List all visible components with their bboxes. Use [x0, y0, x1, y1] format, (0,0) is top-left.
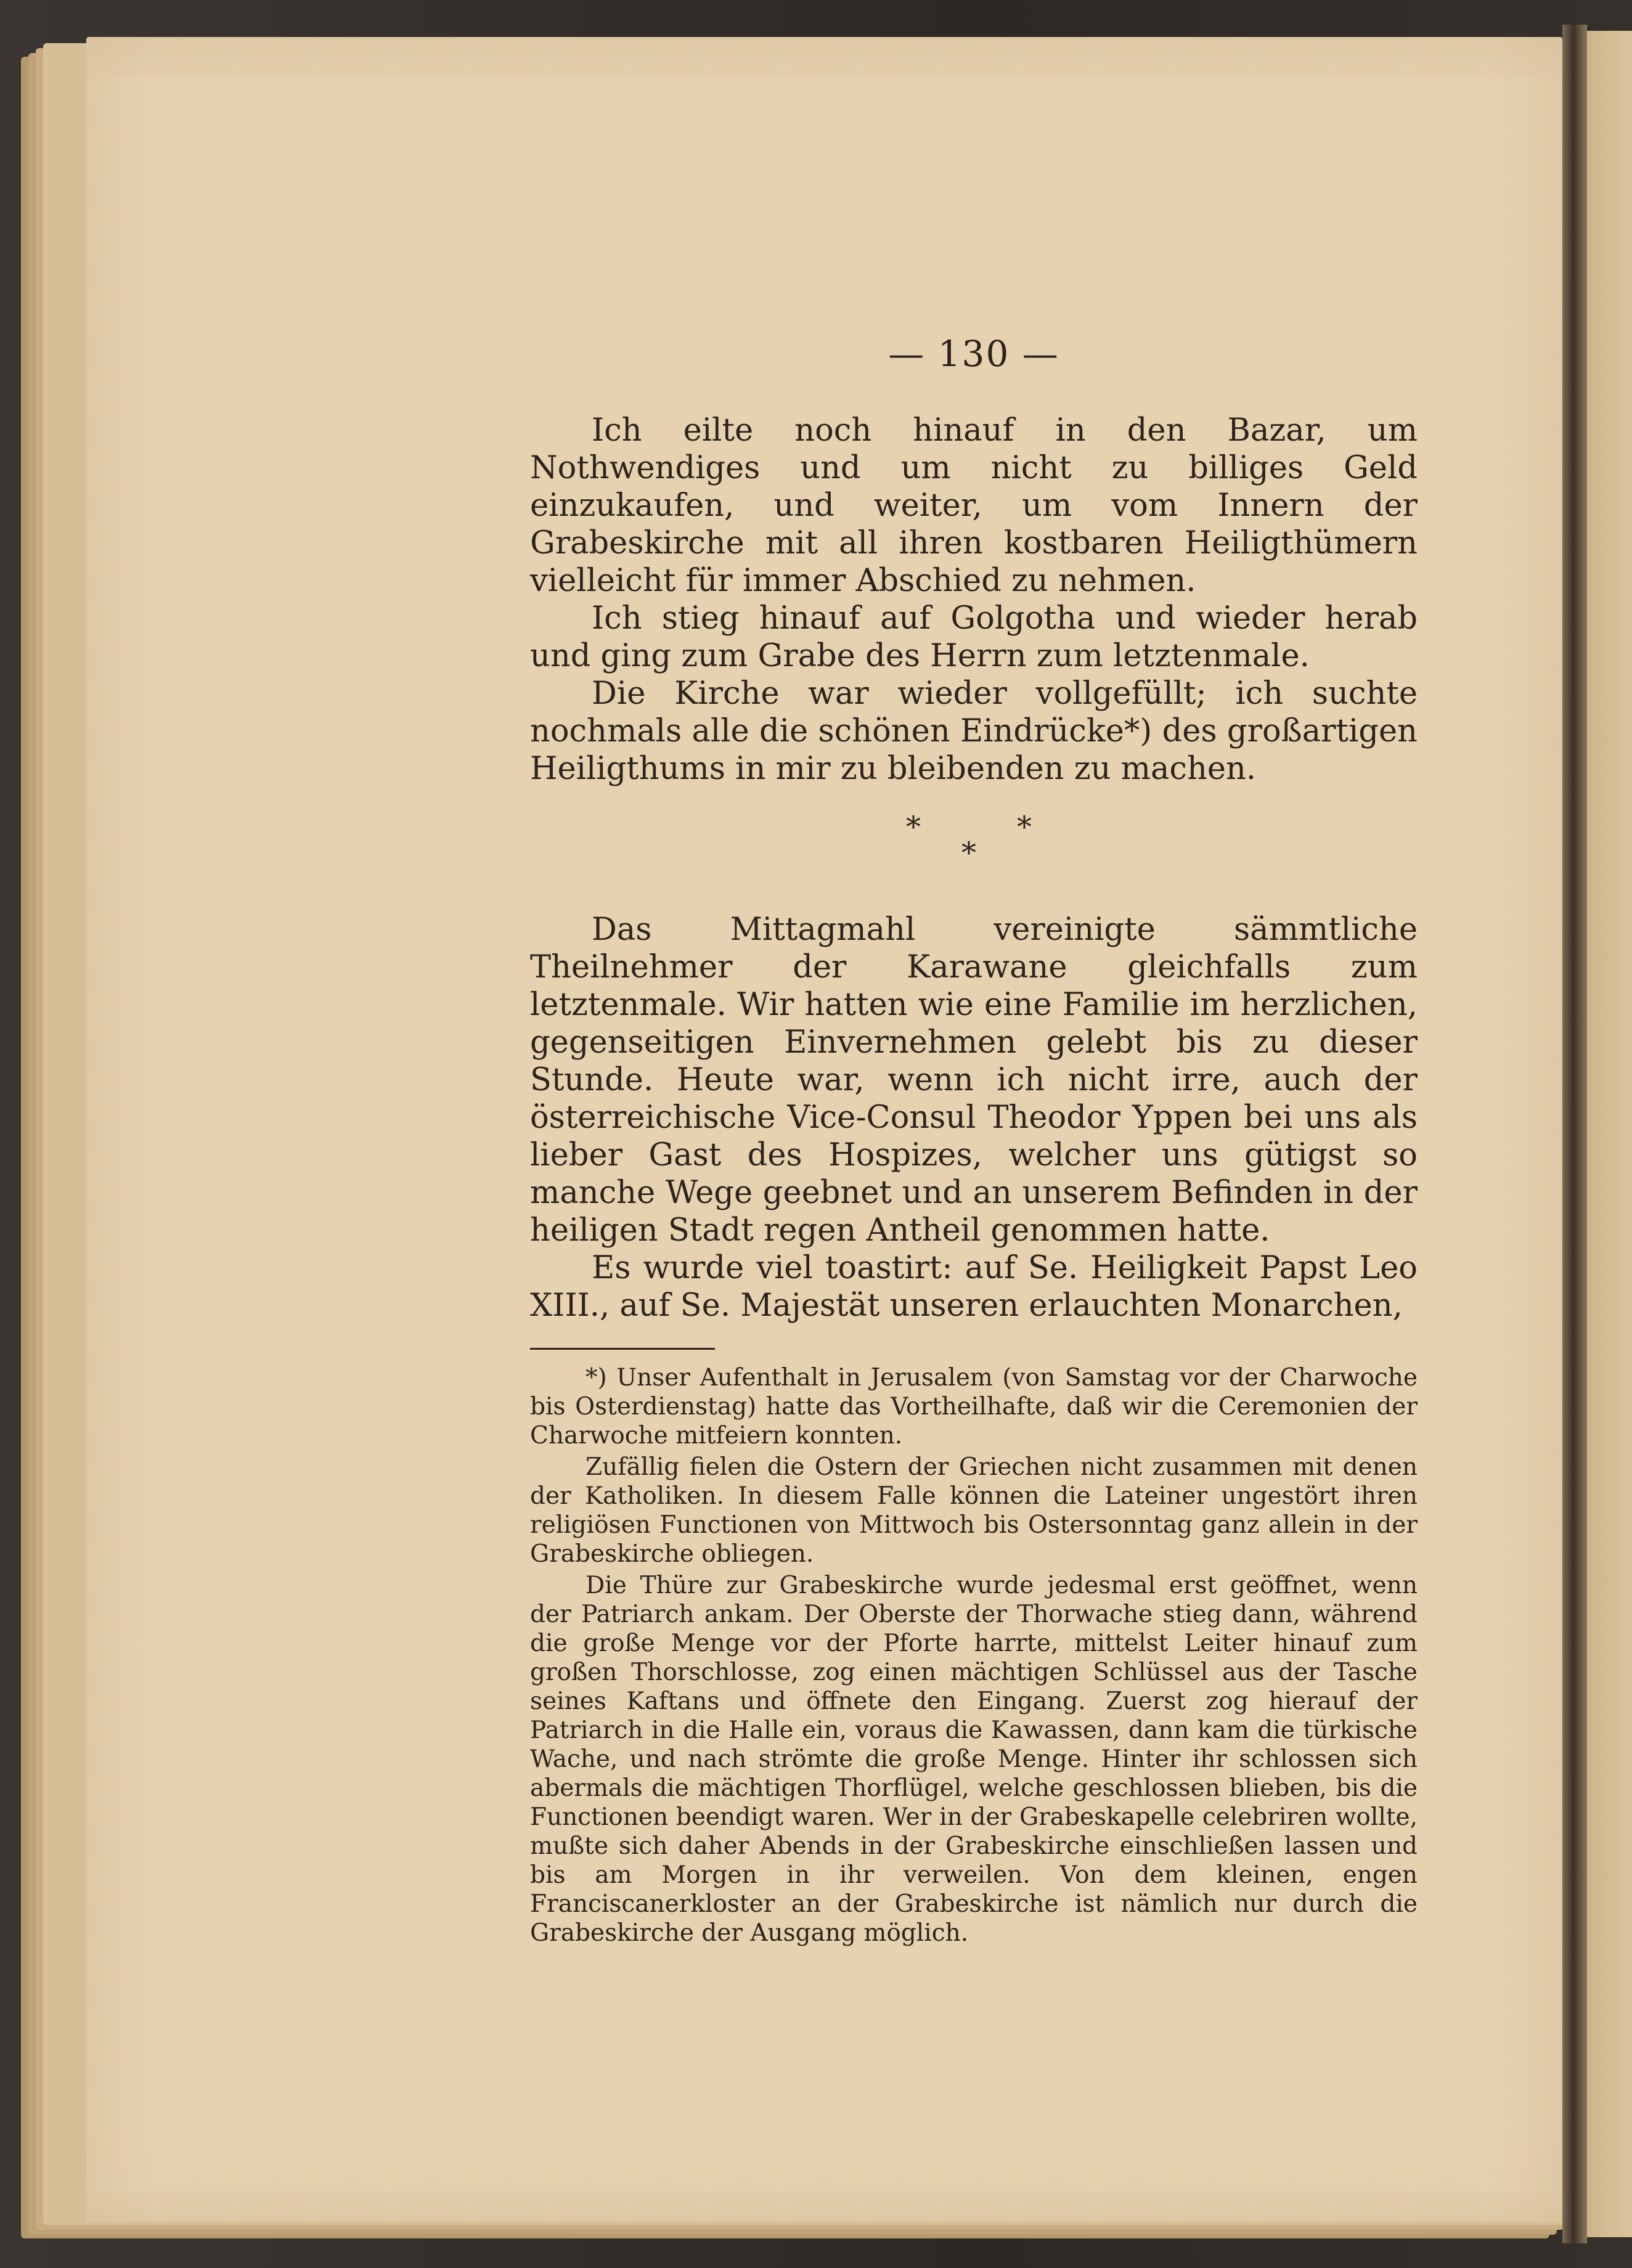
footnote-paragraph: *) Unser Aufenthalt in Jerusalem (von Samstag vor der Charwoche bis Osterdienstag) hatte das Vortheilhafte, daß wir die Ceremonien der Charwoche mitfeiern konnten.: [530, 1364, 1418, 1450]
book-gutter: [1562, 25, 1587, 2243]
body-paragraph: Das Mittagmahl vereinigte sämmtliche Theilnehmer der Karawane gleichfalls zum letztenmale. Wir hatten wie eine Familie im herzlichen, gegenseitigen Einvernehmen gelebt bis zu dieser Stunde. Heute war, wenn ich nicht irre, auch der österreichische Vice-Consul Theodor Yppen bei uns als lieber Gast des Hospizes, welcher uns gütigst so manche Wege geebnet und an unserem Befinden in der heiligen Stadt regen Antheil genommen hatte.: [530, 912, 1418, 1249]
body-paragraph: Die Kirche war wieder vollgefüllt; ich suchte nochmals alle die schönen Eindrücke*) des großartigen Heiligthums in mir zu bleibenden zu machen.: [530, 675, 1418, 787]
separator-star: *: [961, 836, 976, 870]
facing-page-edge: [1587, 31, 1632, 2237]
footnote-divider: [530, 1348, 715, 1350]
section-separator: [530, 812, 1418, 868]
page-number: — 130 —: [888, 333, 1059, 375]
footnote-paragraph: Die Thüre zur Grabeskirche wurde jedesmal erst geöffnet, wenn der Patriarch ankam. Der Oberste der Thorwache stieg dann, während die große Menge vor der Pforte harrte, mittelst Leiter hinauf zum großen Thorschlosse, zog einen mächtigen Schlüssel aus der Tasche seines Kaftans und öffnete den Eingang. Zuerst zog hierauf der Patriarch in die Halle ein, voraus die Kawassen, dann kam die türkische Wache, und nach strömte die große Menge. Hinter ihr schlossen sich abermals die mächtigen Thorflügel, welche geschlossen blieben, bis die Functionen beendigt waren. Wer in der Grabeskapelle celebriren wollte, mußte sich daher Abends in der Grabeskirche einschließen lassen und bis am Morgen in ihr verweilen. Von dem kleinen, engen Franciscanerkloster an der Grabeskirche ist nämlich nur durch die Grabeskirche der Ausgang möglich.: [530, 1572, 1418, 1947]
separator-star: *: [1017, 810, 1032, 844]
body-paragraph: Ich stieg hinauf auf Golgotha und wieder herab und ging zum Grabe des Herrn zum letztenmale.: [530, 600, 1418, 674]
separator-star: *: [906, 810, 921, 844]
body-paragraph: Ich eilte noch hinauf in den Bazar, um Nothwendiges und um nicht zu billiges Geld einzukaufen, und weiter, um vom Innern der Grabeskirche mit all ihren kostbaren Heiligthümern vielleicht für immer Abschied zu nehmen.: [530, 412, 1418, 599]
page-text-block: [530, 333, 1418, 1948]
body-paragraph: Es wurde viel toastirt: auf Se. Heiligkeit Papst Leo XIII., auf Se. Majestät unseren erlauchten Monarchen,: [530, 1250, 1418, 1324]
footnote-paragraph: Zufällig fielen die Ostern der Griechen nicht zusammen mit denen der Katholiken. In diesem Falle können die Lateiner ungestört ihren religiösen Functionen von Mittwoch bis Ostersonntag ganz allein in der Grabeskirche obliegen.: [530, 1453, 1418, 1568]
